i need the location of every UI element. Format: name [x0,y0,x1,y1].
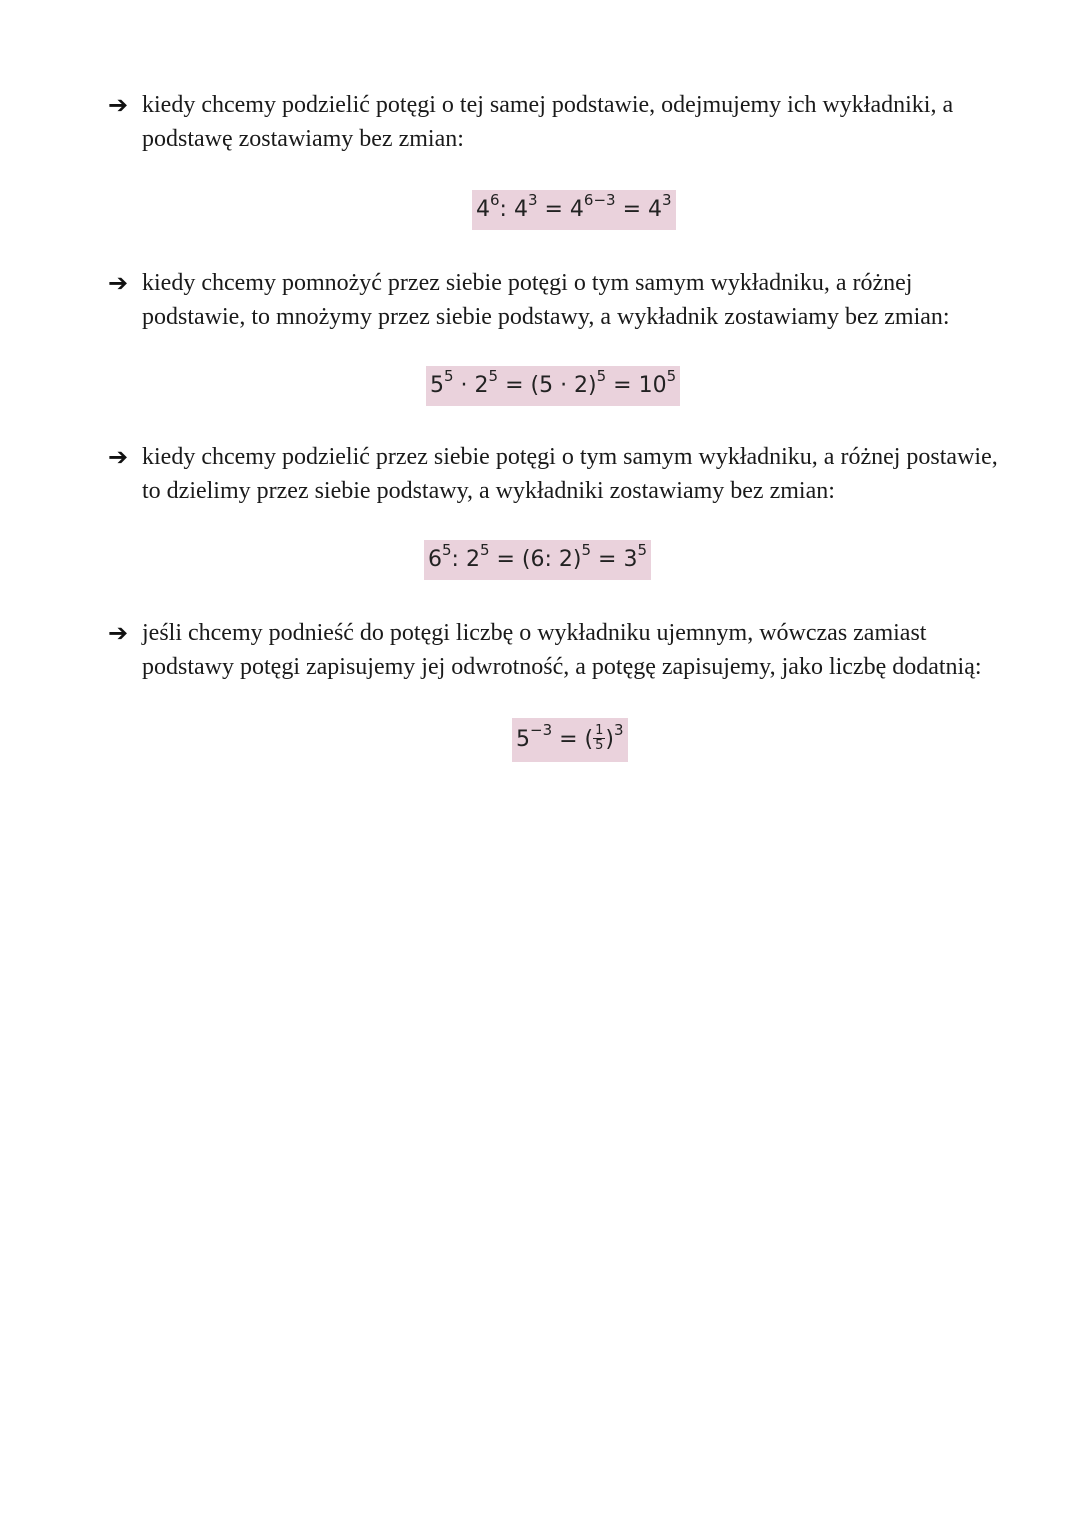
formula-1-op: : [499,197,514,222]
arrow-icon: ➔ [108,91,129,119]
formula-4-exp-c: 3 [614,721,624,739]
formula-1-eq-1: = [537,197,570,222]
rule-3 [108,440,1008,508]
arrow-icon: ➔ [108,443,129,471]
formula-1-exp-a: 6 [490,191,500,209]
formula-1-exp-b: 3 [527,191,538,209]
formula-4-paren-close: ) [605,727,615,752]
formula-4-frac-den: 5 [595,737,604,753]
formula-3-exp-a: 5 [442,541,452,559]
formula-2-base-b: 2 [474,373,489,398]
rule-1 [108,88,1008,156]
formula-4-eq-1: = [552,727,585,752]
formula-3-eq-1: = [489,547,522,572]
formula-1-base-b: 4 [513,197,528,222]
formula-2-exp-c: 5 [596,367,607,385]
formula-3 [424,540,651,580]
formula-4 [512,718,628,762]
formula-3-base-c: (6: 2) [521,547,582,572]
formula-3-op: : [451,547,466,572]
formula-2-base-d: 10 [638,373,667,398]
formula-2-eq-1: = [498,373,531,398]
rule-3-text: kiedy chcemy podzielić przez siebie potęgi o tym samym wykładniku, a różnej postawie, to dzielimy przez siebie podstawy, a wykładniki zostawiamy bez zmian: [142,444,998,504]
formula-1-eq-2: = [615,197,648,222]
rule-2-text: kiedy chcemy pomnożyć przez siebie potęgi o tym samym wykładniku, a różnej podstawie, to mnożymy przez siebie podstawy, a wykładnik zostawiamy bez zmian: [142,270,950,330]
formula-3-exp-c: 5 [581,541,592,559]
rule-4-text: jeśli chcemy podnieść do potęgi liczbę o wykładniku ujemnym, wówczas zamiast podstawy potęgi zapisujemy jej odwrotność, a potęgę zapisujemy, jako liczbę dodatnią: [142,620,982,680]
formula-3-exp-d: 5 [637,541,648,559]
formula-1-exp-d: 3 [662,191,672,209]
formula-3-base-a: 6 [428,547,442,572]
formula-2-exp-d: 5 [666,367,677,385]
formula-1-base-c: 4 [569,197,584,222]
formula-3-base-d: 3 [623,547,638,572]
rule-2 [108,266,1008,334]
formula-1-exp-c: 6−3 [583,191,616,209]
formula-3-exp-b: 5 [479,541,490,559]
formula-2-exp-b: 5 [488,367,499,385]
arrow-icon: ➔ [108,619,129,647]
formula-4-base-a: 5 [516,727,530,752]
formula-4-paren-open: ( [584,727,594,752]
formula-4-fraction [593,724,605,753]
formula-3-base-b: 2 [465,547,480,572]
rule-4 [108,616,1008,684]
formula-4-exp-a: −3 [530,721,553,739]
formula-2-exp-a: 5 [444,367,454,385]
formula-4-frac-num: 1 [595,722,604,738]
formula-2-eq-2: = [606,373,639,398]
formula-1-base-d: 4 [648,197,662,222]
formula-2 [426,366,680,406]
arrow-icon: ➔ [108,269,129,297]
formula-1-base-a: 4 [476,197,490,222]
formula-1 [472,190,676,230]
rule-1-text: kiedy chcemy podzielić potęgi o tej samej podstawie, odejmujemy ich wykładniki, a podstawę zostawiamy bez zmian: [142,92,954,152]
formula-3-eq-2: = [591,547,624,572]
formula-2-base-c: (5 · 2) [530,373,597,398]
formula-2-base-a: 5 [430,373,444,398]
formula-2-op: · [453,373,475,398]
